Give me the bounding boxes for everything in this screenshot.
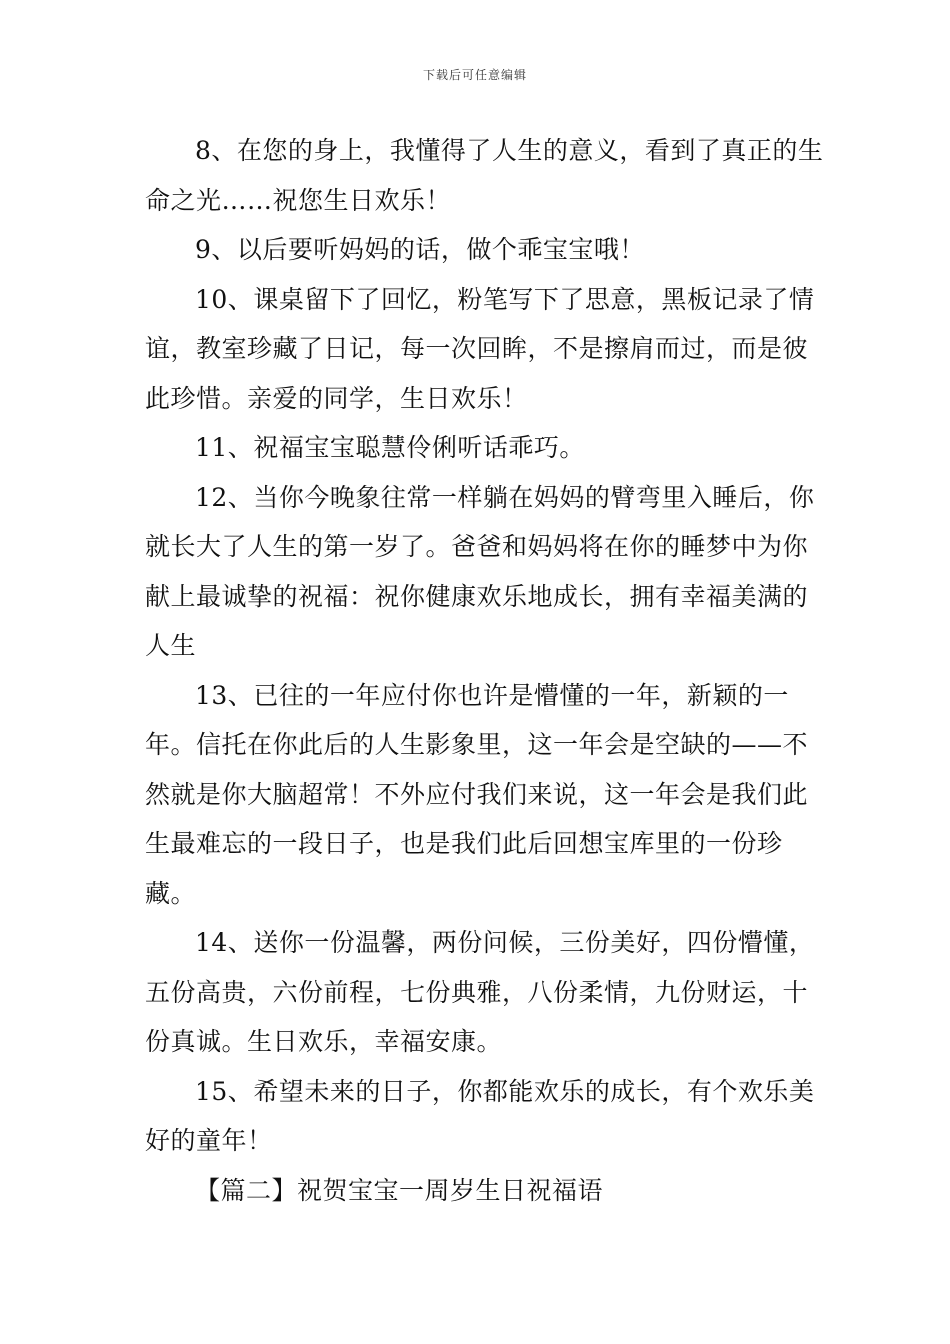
item-text: 已往的一年应付你也许是懵懂的一年，新颖的一年。信托在你此后的人生影象里，这一年会是空缺的——不然就是你大脑超常！不外应付我们来说，这一年会是我们此生最难忘的一段日子，也是我们此后回想宝库里的一份珍藏。 (145, 680, 809, 908)
wish-item-8 (145, 126, 825, 225)
item-number: 8、 (195, 136, 237, 165)
item-number: 9、 (195, 235, 237, 264)
item-text: 以后要听妈妈的话，做个乖宝宝哦！ (236, 235, 645, 264)
item-number: 12、 (195, 482, 254, 512)
item-text: 当你今晚象往常一样躺在妈妈的臂弯里入睡后，你就长大了人生的第一岁了。爸爸和妈妈将在你的睡梦中为你献上最诚挚的祝福：祝你健康欢乐地成长，拥有幸福美满的人生 (145, 482, 815, 660)
page-header-note: 下载后可任意编辑 (422, 68, 527, 82)
item-text: 在您的身上，我懂得了人生的意义，看到了真正的生命之光……祝您生日欢乐！ (145, 136, 824, 215)
wish-item-14 (145, 918, 825, 1067)
wish-item-9 (145, 225, 825, 275)
item-text: 祝福宝宝聪慧伶俐听话乖巧。 (253, 433, 585, 462)
item-text: 送你一份温馨，两份问候，三份美好，四份懵懂，五份高贵，六份前程，七份典雅，八份柔情，九份财运，十份真诚。生日欢乐，幸福安康。 (145, 928, 815, 1056)
wish-item-12 (145, 473, 825, 671)
item-number: 15、 (195, 1076, 254, 1106)
wish-item-15 (145, 1067, 825, 1166)
item-text: 课桌留下了回忆，粉笔写下了思意，黑板记录了情谊，教室珍藏了日记，每一次回眸，不是擦肩而过，而是彼此珍惜。亲爱的同学，生日欢乐！ (145, 284, 815, 413)
wish-item-10 (145, 275, 825, 424)
item-number: 13、 (195, 680, 254, 710)
wish-item-11 (145, 423, 825, 473)
item-text: 希望未来的日子，你都能欢乐的成长，有个欢乐美好的童年！ (145, 1076, 815, 1155)
document-body (145, 126, 825, 1215)
item-number: 10、 (195, 284, 254, 314)
item-number: 14、 (195, 928, 254, 957)
item-number: 11、 (195, 433, 254, 462)
section-heading: 【篇二】祝贺宝宝一周岁生日祝福语 (195, 1175, 604, 1205)
wish-item-13 (145, 671, 825, 919)
